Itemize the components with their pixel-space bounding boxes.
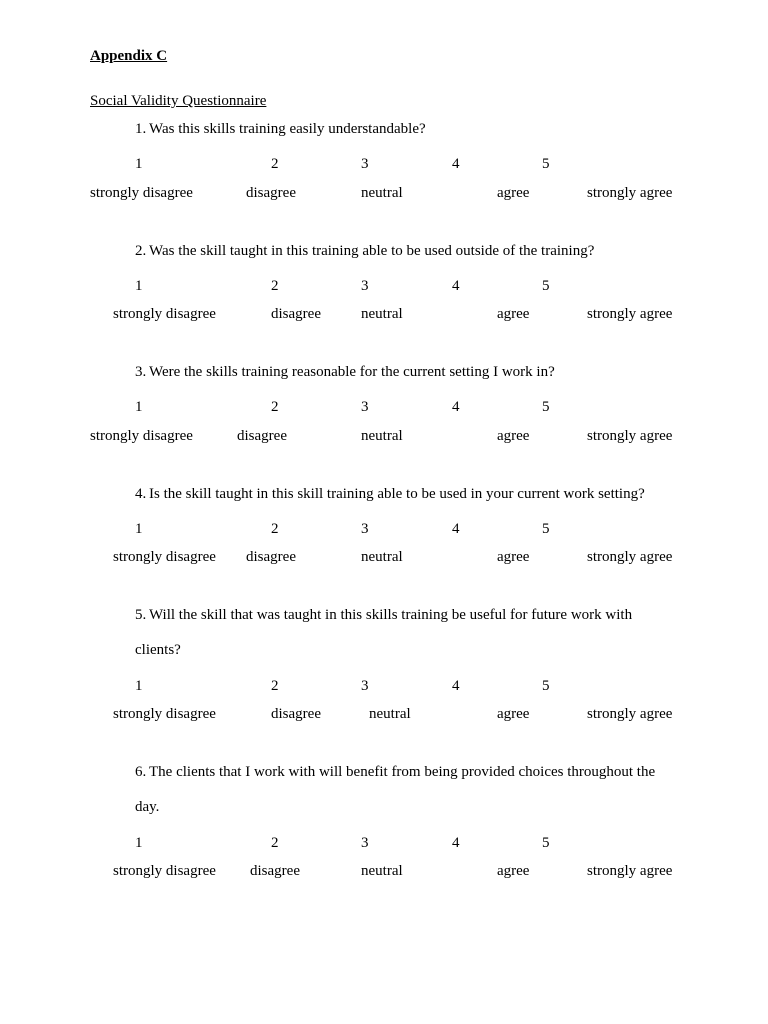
scale-number: 1 <box>135 278 143 294</box>
scale-label: neutral <box>361 185 403 201</box>
page-title: Appendix C <box>90 48 168 64</box>
scale-number: 5 <box>542 156 550 172</box>
scale-label: neutral <box>361 428 403 444</box>
scale-number: 2 <box>271 278 279 294</box>
scale-number: 2 <box>271 521 279 537</box>
question-number: 1. <box>135 121 147 137</box>
question-text: The clients that I work with will benefit from being provided choices throughout the <box>149 764 656 780</box>
scale-number: 3 <box>361 678 369 694</box>
scale-number: 1 <box>135 521 143 537</box>
scale-label: disagree <box>246 185 296 201</box>
scale-number: 1 <box>135 678 143 694</box>
scale-number: 4 <box>452 156 460 172</box>
scale-label: strongly agree <box>587 185 673 201</box>
scale-number: 3 <box>361 521 369 537</box>
question-number: 5. <box>135 607 147 623</box>
scale-label: neutral <box>369 706 411 722</box>
scale-number: 3 <box>361 278 369 294</box>
question-number: 6. <box>135 764 147 780</box>
scale-number: 1 <box>135 399 143 415</box>
scale-number: 2 <box>271 156 279 172</box>
question-text: Was this skills training easily understandable? <box>149 121 426 137</box>
scale-label: strongly agree <box>587 549 673 565</box>
scale-number: 5 <box>542 678 550 694</box>
question-text: Will the skill that was taught in this skills training be useful for future work with <box>149 607 633 623</box>
scale-label: strongly disagree <box>90 185 193 201</box>
scale-number: 5 <box>542 278 550 294</box>
scale-number: 5 <box>542 521 550 537</box>
scale-label: disagree <box>250 863 300 879</box>
scale-label: strongly disagree <box>113 706 216 722</box>
scale-label: neutral <box>361 306 403 322</box>
scale-number: 5 <box>542 399 550 415</box>
scale-label: neutral <box>361 549 403 565</box>
question-number: 4. <box>135 486 147 502</box>
scale-label: disagree <box>271 306 321 322</box>
scale-number: 1 <box>135 835 143 851</box>
scale-label: disagree <box>237 428 287 444</box>
scale-number: 3 <box>361 156 369 172</box>
scale-label: agree <box>497 549 530 565</box>
scale-number: 4 <box>452 278 460 294</box>
scale-label: strongly agree <box>587 428 673 444</box>
scale-number: 3 <box>361 399 369 415</box>
question-text: Were the skills training reasonable for the current setting I work in? <box>149 364 555 380</box>
scale-number: 1 <box>135 156 143 172</box>
scale-number: 4 <box>452 399 460 415</box>
scale-label: agree <box>497 706 530 722</box>
scale-label: disagree <box>271 706 321 722</box>
question-number: 3. <box>135 364 147 380</box>
scale-label: neutral <box>361 863 403 879</box>
scale-label: agree <box>497 306 530 322</box>
scale-number: 2 <box>271 678 279 694</box>
scale-label: strongly agree <box>587 306 673 322</box>
question-number: 2. <box>135 243 147 259</box>
question-text: Was the skill taught in this training able to be used outside of the training? <box>149 243 595 259</box>
scale-number: 3 <box>361 835 369 851</box>
scale-label: strongly disagree <box>90 428 193 444</box>
scale-label: agree <box>497 185 530 201</box>
scale-label: agree <box>497 863 530 879</box>
scale-number: 5 <box>542 835 550 851</box>
scale-number: 4 <box>452 835 460 851</box>
scale-label: strongly disagree <box>113 306 216 322</box>
question-text-continued: clients? <box>135 642 181 658</box>
scale-label: strongly disagree <box>113 549 216 565</box>
question-text-continued: day. <box>135 799 160 815</box>
scale-label: agree <box>497 428 530 444</box>
scale-number: 4 <box>452 678 460 694</box>
question-text: Is the skill taught in this skill training able to be used in your current work setting? <box>149 486 645 502</box>
scale-label: disagree <box>246 549 296 565</box>
scale-label: strongly disagree <box>113 863 216 879</box>
scale-label: strongly agree <box>587 863 673 879</box>
scale-number: 4 <box>452 521 460 537</box>
scale-number: 2 <box>271 399 279 415</box>
questionnaire-subtitle: Social Validity Questionnaire <box>90 93 267 109</box>
scale-number: 2 <box>271 835 279 851</box>
scale-label: strongly agree <box>587 706 673 722</box>
